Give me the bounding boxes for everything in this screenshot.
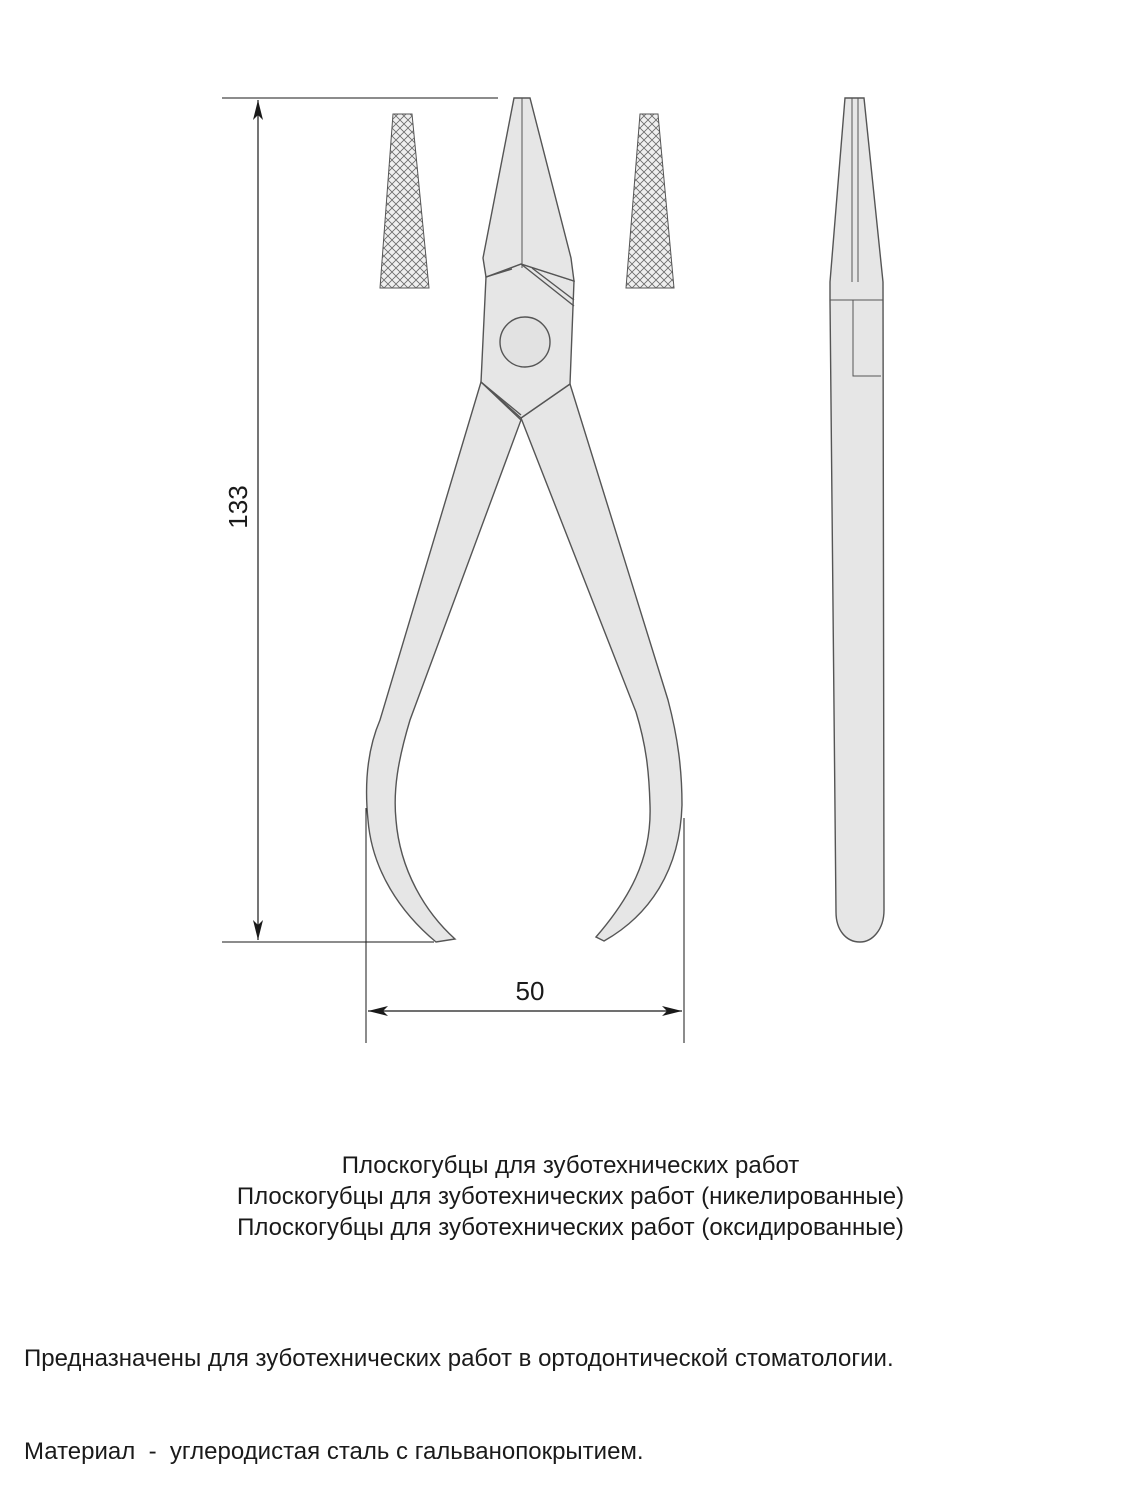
pivot-rivet [500, 317, 550, 367]
pliers-jaws [483, 98, 574, 281]
product-description [24, 1281, 894, 1498]
width-dimension-label: 50 [515, 976, 545, 1006]
caption-line: Плоскогубцы для зуботехнических работ (никелированные) [236, 1183, 905, 1210]
pliers-side-body [830, 98, 884, 942]
caption-line: Плоскогубцы для зуботехнических работ (оксидированные) [237, 1214, 904, 1241]
jaw-tip-detail-left [380, 114, 429, 288]
caption-line: Плоскогубцы для зуботехнических работ [341, 1152, 800, 1179]
pliers-handle-left [367, 382, 522, 942]
description-line: Предназначены для зуботехнических работ в ортодонтической стоматологии. [24, 1345, 894, 1372]
product-captions [0, 1150, 1141, 1243]
width-dimension [366, 808, 684, 1043]
pliers-handle-right [521, 384, 682, 941]
jaw-tip-detail-right [626, 114, 674, 288]
pliers-side-view [830, 98, 884, 942]
height-dimension-label: 133 [223, 485, 253, 529]
description-line: Материал - углеродистая сталь с гальванопокрытием. [24, 1438, 644, 1465]
